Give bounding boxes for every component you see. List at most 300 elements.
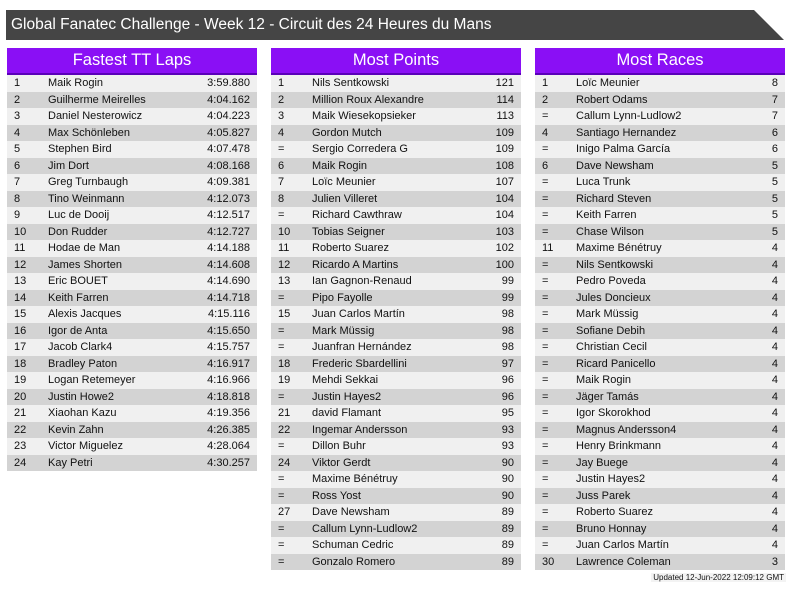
name-cell: Pedro Poveda bbox=[576, 275, 646, 287]
rank-cell: = bbox=[542, 176, 549, 188]
value-cell: 4:07.478 bbox=[207, 143, 250, 155]
rank-cell: 10 bbox=[14, 225, 27, 238]
rank-cell: = bbox=[542, 225, 549, 238]
table-row bbox=[271, 108, 521, 125]
name-cell: Santiago Hernandez bbox=[576, 126, 677, 139]
rank-cell: = bbox=[542, 143, 549, 155]
value-cell: 102 bbox=[495, 242, 514, 254]
rank-cell: = bbox=[542, 258, 549, 271]
rank-cell: = bbox=[278, 440, 285, 452]
rank-cell: = bbox=[542, 522, 549, 535]
rank-cell: 22 bbox=[278, 423, 291, 436]
name-cell: Kevin Zahn bbox=[48, 423, 104, 436]
value-cell: 4 bbox=[771, 473, 778, 485]
name-cell: James Shorten bbox=[48, 258, 122, 271]
name-cell: Sofiane Debih bbox=[576, 324, 646, 337]
table-row bbox=[535, 257, 785, 274]
name-cell: Bradley Paton bbox=[48, 357, 118, 370]
table-row bbox=[271, 273, 521, 290]
value-cell: 6 bbox=[771, 126, 778, 139]
name-cell: Robert Odams bbox=[576, 93, 648, 106]
name-cell: Million Roux Alexandre bbox=[312, 93, 424, 106]
rank-cell: = bbox=[278, 473, 285, 485]
rank-cell: = bbox=[542, 489, 549, 502]
table-row bbox=[7, 422, 257, 439]
name-cell: Juan Carlos Martín bbox=[576, 539, 669, 551]
name-cell: Gonzalo Romero bbox=[312, 555, 396, 568]
name-cell: Justin Howe2 bbox=[48, 390, 115, 403]
value-cell: 89 bbox=[501, 506, 514, 518]
rank-cell: 10 bbox=[278, 225, 291, 238]
most-races-table bbox=[535, 75, 785, 570]
table-row bbox=[535, 405, 785, 422]
value-cell: 90 bbox=[501, 489, 514, 502]
name-cell: Guilherme Meirelles bbox=[48, 93, 146, 106]
value-cell: 113 bbox=[496, 110, 514, 122]
table-row bbox=[271, 339, 521, 356]
name-cell: Bruno Honnay bbox=[576, 522, 647, 535]
table-row bbox=[535, 306, 785, 323]
value-cell: 114 bbox=[496, 93, 514, 106]
rank-cell: 19 bbox=[278, 374, 291, 386]
table-row bbox=[271, 191, 521, 208]
rank-cell: = bbox=[278, 489, 285, 502]
table-row bbox=[535, 207, 785, 224]
name-cell: Jäger Tamás bbox=[576, 390, 639, 403]
value-cell: 104 bbox=[495, 192, 514, 205]
value-cell: 4:05.827 bbox=[207, 126, 250, 139]
name-cell: Maxime Bénétruy bbox=[312, 473, 398, 485]
value-cell: 95 bbox=[501, 407, 514, 419]
value-cell: 100 bbox=[495, 258, 514, 271]
table-row bbox=[7, 273, 257, 290]
table-row bbox=[271, 504, 521, 521]
value-cell: 8 bbox=[771, 77, 778, 89]
table-row bbox=[535, 339, 785, 356]
table-row bbox=[7, 405, 257, 422]
table-row bbox=[535, 356, 785, 373]
name-cell: Juanfran Hernández bbox=[312, 341, 412, 353]
value-cell: 108 bbox=[495, 159, 514, 172]
name-cell: Igor Skorokhod bbox=[576, 407, 651, 419]
table-row bbox=[535, 455, 785, 472]
name-cell: Chase Wilson bbox=[576, 225, 644, 238]
rank-cell: = bbox=[278, 539, 285, 551]
rank-cell: = bbox=[542, 473, 549, 485]
rank-cell: 3 bbox=[14, 110, 21, 122]
rank-cell: 6 bbox=[278, 159, 285, 172]
value-cell: 4:12.073 bbox=[207, 192, 250, 205]
table-row bbox=[271, 356, 521, 373]
name-cell: Lawrence Coleman bbox=[576, 555, 671, 568]
name-cell: Maik Rogin bbox=[576, 374, 632, 386]
value-cell: 90 bbox=[501, 473, 514, 485]
value-cell: 5 bbox=[771, 192, 778, 205]
name-cell: Roberto Suarez bbox=[576, 506, 654, 518]
rank-cell: = bbox=[542, 423, 549, 436]
value-cell: 4:15.116 bbox=[207, 308, 250, 320]
rank-cell: 2 bbox=[14, 93, 21, 106]
value-cell: 4:16.917 bbox=[207, 357, 250, 370]
name-cell: Keith Farren bbox=[576, 209, 637, 221]
rank-cell: 1 bbox=[14, 77, 21, 89]
value-cell: 3:59.880 bbox=[207, 77, 250, 89]
name-cell: Jay Buege bbox=[576, 456, 628, 469]
value-cell: 104 bbox=[495, 209, 514, 221]
rank-cell: 4 bbox=[278, 126, 285, 139]
rank-cell: 6 bbox=[542, 159, 549, 172]
rank-cell: 9 bbox=[14, 209, 21, 221]
table-row bbox=[7, 455, 257, 472]
rank-cell: 11 bbox=[542, 242, 554, 254]
value-cell: 103 bbox=[495, 225, 514, 238]
rank-cell: = bbox=[542, 275, 549, 287]
value-cell: 5 bbox=[771, 209, 778, 221]
most-races-panel bbox=[535, 48, 785, 570]
name-cell: Julien Villeret bbox=[312, 192, 378, 205]
fastest-tt-laps-panel bbox=[7, 48, 257, 471]
name-cell: Juss Parek bbox=[576, 489, 631, 502]
value-cell: 98 bbox=[501, 341, 514, 353]
rank-cell: 11 bbox=[278, 242, 290, 254]
value-cell: 5 bbox=[771, 225, 778, 238]
table-row bbox=[7, 174, 257, 191]
table-row bbox=[535, 372, 785, 389]
rank-cell: 4 bbox=[14, 126, 21, 139]
table-row bbox=[535, 389, 785, 406]
rank-cell: = bbox=[542, 374, 549, 386]
table-row bbox=[271, 537, 521, 554]
table-row bbox=[535, 141, 785, 158]
table-row bbox=[535, 290, 785, 307]
name-cell: Justin Hayes2 bbox=[576, 473, 646, 485]
value-cell: 4 bbox=[771, 440, 778, 452]
table-row bbox=[7, 306, 257, 323]
name-cell: Eric BOUET bbox=[48, 275, 108, 287]
table-row bbox=[535, 191, 785, 208]
table-row bbox=[271, 290, 521, 307]
name-cell: Luc de Dooij bbox=[48, 209, 110, 221]
table-row bbox=[271, 174, 521, 191]
rank-cell: = bbox=[278, 341, 285, 353]
table-row bbox=[7, 290, 257, 307]
table-row bbox=[7, 323, 257, 340]
name-cell: Richard Steven bbox=[576, 192, 652, 205]
fastest-tt-laps-table bbox=[7, 75, 257, 471]
rank-cell: 7 bbox=[14, 176, 21, 188]
rank-cell: 8 bbox=[14, 192, 21, 205]
rank-cell: = bbox=[278, 390, 285, 403]
panel-heading: Most Points bbox=[271, 48, 521, 75]
name-cell: Frederic Sbardellini bbox=[312, 357, 407, 370]
name-cell: Christian Cecil bbox=[576, 341, 647, 353]
rank-cell: 2 bbox=[542, 93, 549, 106]
table-row bbox=[271, 372, 521, 389]
name-cell: Gordon Mutch bbox=[312, 126, 382, 139]
rank-cell: = bbox=[542, 209, 549, 221]
rank-cell: 21 bbox=[14, 407, 27, 419]
name-cell: Keith Farren bbox=[48, 291, 109, 304]
value-cell: 4:28.064 bbox=[207, 440, 250, 452]
value-cell: 4:09.381 bbox=[207, 176, 250, 188]
panel-heading: Most Races bbox=[535, 48, 785, 75]
rank-cell: 4 bbox=[542, 126, 549, 139]
table-row bbox=[271, 158, 521, 175]
table-row bbox=[535, 240, 785, 257]
value-cell: 4:04.223 bbox=[207, 110, 250, 122]
name-cell: Tino Weinmann bbox=[48, 192, 125, 205]
name-cell: Ross Yost bbox=[312, 489, 361, 502]
value-cell: 4:30.257 bbox=[207, 456, 250, 469]
value-cell: 89 bbox=[501, 539, 514, 551]
rank-cell: 30 bbox=[542, 555, 555, 568]
value-cell: 4 bbox=[771, 308, 778, 320]
name-cell: david Flamant bbox=[312, 407, 382, 419]
value-cell: 93 bbox=[501, 440, 514, 452]
value-cell: 4:14.718 bbox=[207, 291, 250, 304]
table-row bbox=[271, 323, 521, 340]
value-cell: 4 bbox=[771, 489, 778, 502]
rank-cell: = bbox=[542, 456, 549, 469]
value-cell: 4:15.650 bbox=[207, 324, 250, 337]
rank-cell: 13 bbox=[278, 275, 291, 287]
value-cell: 97 bbox=[501, 357, 514, 370]
rank-cell: = bbox=[278, 522, 285, 535]
value-cell: 4 bbox=[771, 291, 778, 304]
rank-cell: 12 bbox=[14, 258, 27, 271]
table-row bbox=[271, 224, 521, 241]
name-cell: Ricardo A Martins bbox=[312, 258, 399, 271]
value-cell: 4:15.757 bbox=[207, 341, 250, 353]
table-row bbox=[271, 405, 521, 422]
rank-cell: 1 bbox=[278, 77, 285, 89]
table-row bbox=[535, 521, 785, 538]
value-cell: 4 bbox=[771, 341, 778, 353]
table-row bbox=[271, 438, 521, 455]
name-cell: Don Rudder bbox=[48, 225, 108, 238]
rank-cell: = bbox=[542, 110, 549, 122]
name-cell: Hodae de Man bbox=[48, 242, 121, 254]
rank-cell: 21 bbox=[278, 407, 291, 419]
name-cell: Viktor Gerdt bbox=[312, 456, 371, 469]
rank-cell: = bbox=[542, 324, 549, 337]
rank-cell: 8 bbox=[278, 192, 285, 205]
value-cell: 4 bbox=[771, 456, 778, 469]
value-cell: 109 bbox=[495, 143, 514, 155]
value-cell: 4:16.966 bbox=[207, 374, 250, 386]
name-cell: Maik Rogin bbox=[312, 159, 368, 172]
rank-cell: 24 bbox=[14, 456, 27, 469]
table-row bbox=[271, 141, 521, 158]
rank-cell: 5 bbox=[14, 143, 21, 155]
rank-cell: 13 bbox=[14, 275, 27, 287]
rank-cell: = bbox=[542, 192, 549, 205]
name-cell: Maxime Bénétruy bbox=[576, 242, 662, 254]
rank-cell: = bbox=[278, 143, 285, 155]
value-cell: 5 bbox=[771, 159, 778, 172]
name-cell: Daniel Nesterowicz bbox=[48, 110, 143, 122]
most-points-panel bbox=[271, 48, 521, 570]
table-row bbox=[271, 125, 521, 142]
value-cell: 98 bbox=[501, 324, 514, 337]
rank-cell: 1 bbox=[542, 77, 549, 89]
rank-cell: 7 bbox=[278, 176, 285, 188]
value-cell: 7 bbox=[771, 110, 778, 122]
rank-cell: = bbox=[278, 291, 285, 304]
name-cell: Ricard Panicello bbox=[576, 357, 656, 370]
rank-cell: 2 bbox=[278, 93, 285, 106]
table-row bbox=[271, 455, 521, 472]
value-cell: 98 bbox=[501, 308, 514, 320]
value-cell: 107 bbox=[495, 176, 514, 188]
rank-cell: = bbox=[278, 209, 285, 221]
table-row bbox=[535, 471, 785, 488]
rank-cell: 19 bbox=[14, 374, 27, 386]
panel-heading: Fastest TT Laps bbox=[7, 48, 257, 75]
table-row bbox=[7, 125, 257, 142]
table-row bbox=[535, 323, 785, 340]
table-row bbox=[535, 488, 785, 505]
name-cell: Dave Newsham bbox=[576, 159, 654, 172]
table-row bbox=[7, 108, 257, 125]
table-row bbox=[7, 158, 257, 175]
name-cell: Jim Dort bbox=[48, 159, 89, 172]
name-cell: Mark Müssig bbox=[312, 324, 375, 337]
table-row bbox=[7, 75, 257, 92]
name-cell: Schuman Cedric bbox=[312, 539, 394, 551]
value-cell: 96 bbox=[501, 374, 514, 386]
name-cell: Dave Newsham bbox=[312, 506, 390, 518]
rank-cell: 15 bbox=[278, 308, 291, 320]
rank-cell: = bbox=[542, 357, 549, 370]
name-cell: Pipo Fayolle bbox=[312, 291, 373, 304]
name-cell: Igor de Anta bbox=[48, 324, 108, 337]
table-row bbox=[7, 438, 257, 455]
rank-cell: 17 bbox=[14, 341, 27, 353]
updated-timestamp: Updated 12-Jun-2022 12:09:12 GMT bbox=[653, 573, 784, 582]
most-points-table bbox=[271, 75, 521, 570]
table-row bbox=[7, 339, 257, 356]
table-row bbox=[271, 521, 521, 538]
name-cell: Justin Hayes2 bbox=[312, 390, 382, 403]
rank-cell: 15 bbox=[14, 308, 27, 320]
rank-cell: = bbox=[542, 539, 549, 551]
page-title: Global Fanatec Challenge - Week 12 - Circuit des 24 Heures du Mans bbox=[11, 16, 492, 33]
table-row bbox=[535, 438, 785, 455]
value-cell: 3 bbox=[771, 555, 778, 568]
table-row bbox=[535, 92, 785, 109]
value-cell: 4:12.517 bbox=[207, 209, 250, 221]
value-cell: 90 bbox=[501, 456, 514, 469]
rank-cell: = bbox=[542, 390, 549, 403]
rank-cell: = bbox=[542, 308, 549, 320]
rank-cell: 22 bbox=[14, 423, 27, 436]
name-cell: Xiaohan Kazu bbox=[48, 407, 117, 419]
table-row bbox=[535, 125, 785, 142]
name-cell: Max Schönleben bbox=[48, 126, 130, 139]
value-cell: 6 bbox=[771, 143, 778, 155]
table-row bbox=[535, 158, 785, 175]
value-cell: 4:08.168 bbox=[207, 159, 250, 172]
table-row bbox=[271, 257, 521, 274]
rank-cell: = bbox=[542, 341, 549, 353]
value-cell: 99 bbox=[501, 275, 514, 287]
table-row bbox=[535, 273, 785, 290]
name-cell: Dillon Buhr bbox=[312, 440, 366, 452]
table-row bbox=[271, 488, 521, 505]
name-cell: Nils Sentkowski bbox=[312, 77, 390, 89]
table-row bbox=[7, 372, 257, 389]
name-cell: Tobias Seigner bbox=[312, 225, 385, 238]
name-cell: Stephen Bird bbox=[48, 143, 112, 155]
name-cell: Callum Lynn-Ludlow2 bbox=[312, 522, 418, 535]
name-cell: Alexis Jacques bbox=[48, 308, 122, 320]
name-cell: Ian Gagnon-Renaud bbox=[312, 275, 412, 287]
table-row bbox=[535, 504, 785, 521]
table-row bbox=[271, 554, 521, 571]
rank-cell: 12 bbox=[278, 258, 291, 271]
value-cell: 4 bbox=[771, 374, 778, 386]
name-cell: Mehdi Sekkai bbox=[312, 374, 379, 386]
name-cell: Henry Brinkmann bbox=[576, 440, 661, 452]
name-cell: Mark Müssig bbox=[576, 308, 639, 320]
title-banner bbox=[6, 10, 784, 40]
value-cell: 89 bbox=[501, 555, 514, 568]
rank-cell: = bbox=[542, 440, 549, 452]
value-cell: 4 bbox=[771, 242, 778, 254]
table-row bbox=[7, 240, 257, 257]
value-cell: 4 bbox=[771, 522, 778, 535]
rank-cell: 11 bbox=[14, 242, 26, 254]
name-cell: Luca Trunk bbox=[576, 176, 631, 188]
table-row bbox=[7, 257, 257, 274]
table-row bbox=[535, 554, 785, 571]
value-cell: 4 bbox=[771, 423, 778, 436]
rank-cell: = bbox=[278, 555, 285, 568]
table-row bbox=[535, 224, 785, 241]
table-row bbox=[7, 141, 257, 158]
value-cell: 4:14.690 bbox=[207, 275, 250, 287]
table-row bbox=[7, 356, 257, 373]
table-row bbox=[271, 92, 521, 109]
value-cell: 4 bbox=[771, 506, 778, 518]
value-cell: 7 bbox=[771, 93, 778, 106]
value-cell: 4:18.818 bbox=[207, 390, 250, 403]
name-cell: Magnus Andersson4 bbox=[576, 423, 677, 436]
name-cell: Loïc Meunier bbox=[312, 176, 376, 188]
rank-cell: 16 bbox=[14, 324, 27, 337]
value-cell: 4:12.727 bbox=[207, 225, 250, 238]
table-row bbox=[271, 306, 521, 323]
rank-cell: = bbox=[542, 407, 549, 419]
value-cell: 4 bbox=[771, 407, 778, 419]
name-cell: Nils Sentkowski bbox=[576, 258, 654, 271]
table-row bbox=[271, 75, 521, 92]
table-row bbox=[535, 75, 785, 92]
value-cell: 4 bbox=[771, 539, 778, 551]
value-cell: 89 bbox=[501, 522, 514, 535]
table-row bbox=[7, 389, 257, 406]
value-cell: 4 bbox=[771, 275, 778, 287]
name-cell: Logan Retemeyer bbox=[48, 374, 136, 386]
value-cell: 4 bbox=[771, 357, 778, 370]
table-row bbox=[7, 191, 257, 208]
name-cell: Inigo Palma García bbox=[576, 143, 671, 155]
name-cell: Roberto Suarez bbox=[312, 242, 390, 254]
table-row bbox=[271, 471, 521, 488]
table-row bbox=[7, 92, 257, 109]
name-cell: Juan Carlos Martín bbox=[312, 308, 405, 320]
